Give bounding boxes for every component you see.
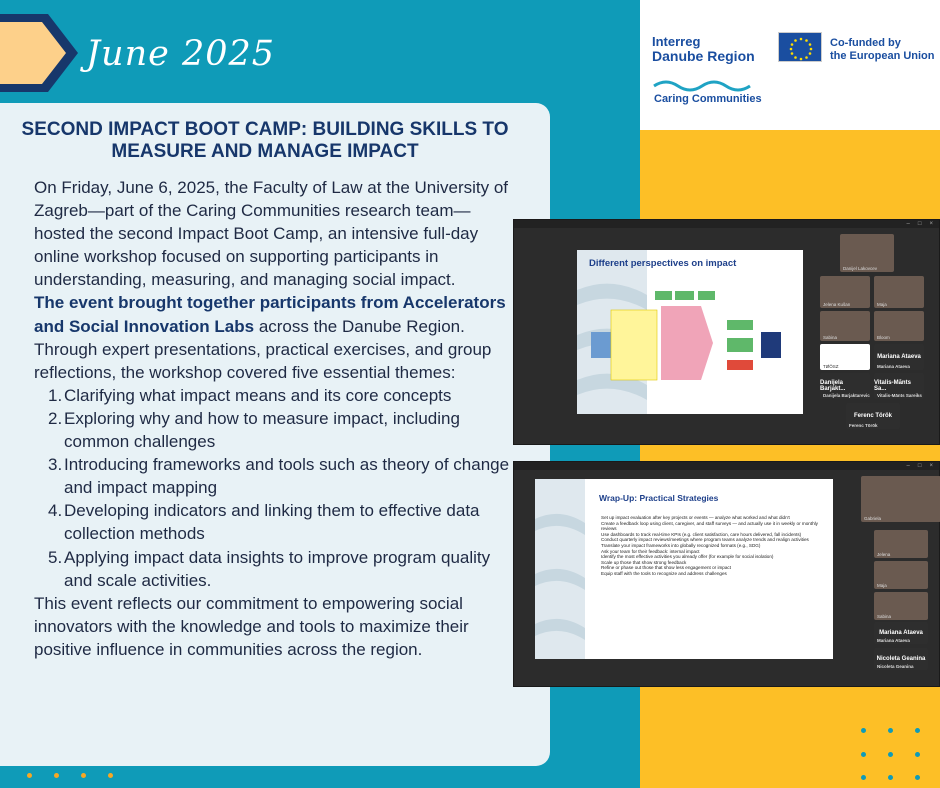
article-body [34,176,510,661]
intro-paragraph: On Friday, June 6, 2025, the Faculty of Law at the University of Zagreb—part of the Caring Communities research team—hosted the second Impact Boot Camp, an intensive full-day online workshop focused on supporting participants in understanding, measuring, and managing social impact. [34,178,509,290]
slide-bullet: Scale up those that show strong feedback [601,559,687,565]
slide-1-title: Different perspectives on impact [589,258,737,269]
participant-label: Mariana Ataeva [877,364,910,369]
date-heading: June 2025 [86,34,276,74]
participant-tile [846,403,900,429]
participant-name: Danijela Barjakt... [820,380,846,392]
window-controls: – □ × [514,220,939,228]
participant-name: Ferenc Török [853,413,892,419]
participant-tile: Bloom [874,311,924,341]
slide-2-bullets [601,515,823,577]
participant-tile: Jelena Kušan [820,276,870,308]
interreg-logo-line1: Interreg [652,34,701,49]
list-number: 2. [48,408,63,428]
article-headline: SECOND IMPACT BOOT CAMP: BUILDING SKILLS TO MEASURE AND MANAGE IMPACT [21,119,509,162]
participant-tile: Sabina [874,592,928,620]
participant-name: Nicoleta Geanina [876,656,926,662]
participant-tile: Gabriela [861,476,940,522]
date-tab-icon [0,14,84,92]
logo-bar [640,0,940,130]
participant-tile: Maja [874,276,924,308]
shared-slide-1 [577,250,803,414]
slide-bullet: Use dashboards to track real-time KPIs (e.g. client satisfaction, care hours delivered, fall incidents) [601,531,802,537]
slide-bullet: Create a feedback loop using client, caregiver, and staff surveys — and actually use it in weekly or monthly reviews [601,520,818,532]
list-number: 3. [48,455,63,475]
article-card [0,103,550,766]
shared-slide-2 [535,479,833,659]
impact-diagram-icon [591,286,791,396]
participant-name: Mariana Ataeva [877,354,921,360]
slide-bullet: Translate your impact frameworks into globally recognized formats (e.g., SDG) [601,542,761,548]
list-item [48,384,510,407]
slide-bullet: Ask your team for their feedback: internal impact [601,548,700,554]
list-number: 4. [48,501,63,521]
program-name: Caring Communities [654,93,762,105]
participant-tile [874,373,924,399]
list-text: Developing indicators and linking them to effective data collection methods [64,501,480,544]
participant-label: Vitalis-Mānts Sareiks [877,393,922,398]
meeting-screenshot-2 [513,461,940,687]
participant-tile: Jelena [874,530,928,558]
meeting-screenshot-1 [513,219,940,445]
list-item [48,499,510,545]
participant-tile: Danijel Lakovcev [840,234,894,272]
list-text: Introducing frameworks and tools such as theory of change and impact mapping [64,455,510,498]
list-item [48,453,510,499]
eu-cofunded-text [830,37,935,63]
themes-list [34,384,510,592]
list-number: 1. [48,385,63,405]
participant-tile [820,373,870,399]
list-item [48,407,510,453]
window-controls: – □ × [514,462,939,470]
list-text: Applying impact data insights to improve program quality and scale activities. [64,547,491,590]
bold-lead: The event brought together participants from Accelerators and Social Innovation Labs [34,293,506,336]
participant-tile: Maja [874,561,928,589]
participant-label: Mariana Ataeva [877,638,910,643]
wave-icon [652,78,752,92]
participant-name: Vitalis-Mānts Sa... [874,380,911,392]
slide-bullet: Set up impact evaluation after key projects or events — analyze what worked and what didn't [601,515,790,520]
slide-bullet: Equip staff with the tools to recognize and address challenges [601,570,727,576]
slide-2-title: Wrap-Up: Practical Strategies [599,493,719,503]
participant-name: Mariana Ataeva [879,630,923,636]
participant-label: Danijela Barjaktarevic [823,393,870,398]
participant-label: Ferenc Török [849,423,878,428]
participant-label: Nicoleta Geanina [877,664,914,669]
list-number: 5. [48,547,63,567]
list-item [48,546,510,592]
closing-paragraph: This event reflects our commitment to empowering social innovators with the knowledge and tools to maximize their positive influence in communities across the region. [34,593,469,659]
slide-bullet: Conduct quarterly impact reviews/meetings where program teams analyze trends and realign activities [601,537,809,543]
slide-bullet: Refine or phase out those that show less engagement or impact [601,565,731,571]
participant-tile [874,622,928,644]
interreg-logo-line2: Danube Region [652,48,755,64]
eu-text-line1: Co-funded by [830,37,901,49]
participant-tile: TØÖSZ [820,344,870,370]
wave-background-icon [535,479,585,659]
participant-tile [874,648,928,670]
eu-text-line2: the European Union [830,50,935,62]
slide-bullet: Identify the most effective activities you already offer (for example for social isolation) [601,554,774,560]
eu-flag-icon [778,32,822,62]
list-text: Clarifying what impact means and its core concepts [64,385,452,405]
paragraph-tail: across the Danube Region. Through expert presentations, practical exercises, and group reflections, the workshop covered five essential themes: [34,316,492,382]
participant-tile: Sabina [820,311,870,341]
second-paragraph [34,291,510,383]
participant-tile [874,344,924,370]
interreg-logo [652,34,755,64]
list-text: Exploring why and how to measure impact, including common challenges [64,408,460,452]
